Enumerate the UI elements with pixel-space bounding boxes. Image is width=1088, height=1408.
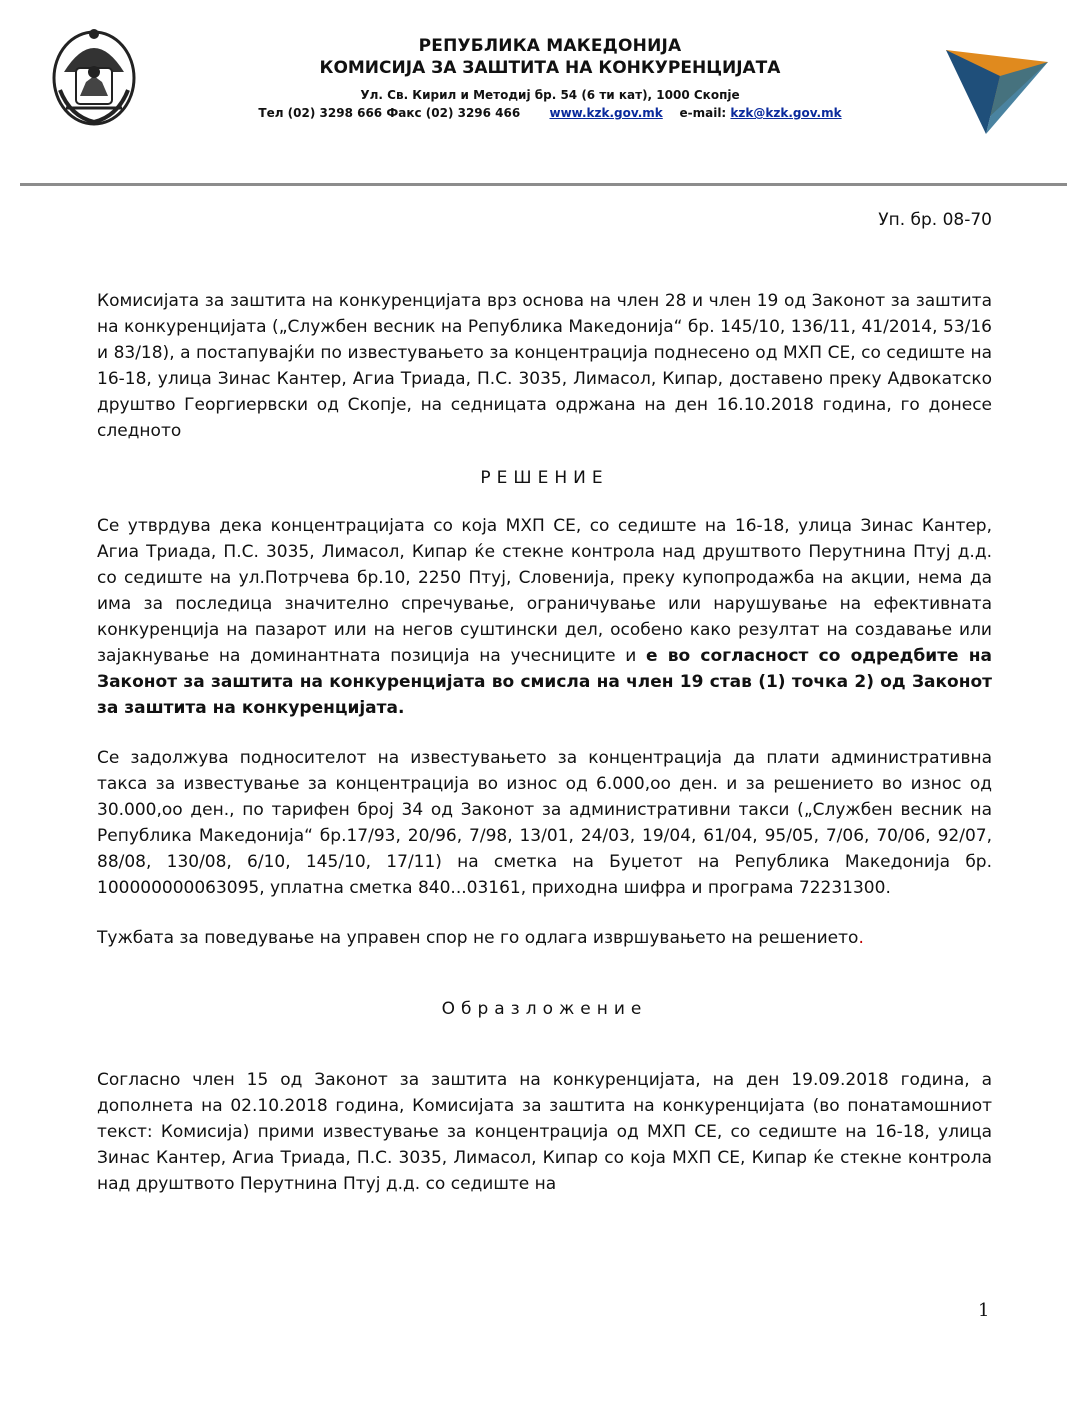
document-body: [97, 288, 992, 1197]
country-title: РЕПУБЛИКА МАКЕДОНИЈА: [418, 36, 682, 56]
reasoning-paragraph-1: Согласно член 15 од Законот за заштита на конкуренцијата, на ден 19.09.2018 година, а дополнета на 02.10.2018 година, Комисијата за заштита на конкуренцијата (во понатамошниот текст: Комисија) прими известување за концентрација од МХП СЕ, со седиште на 16-18, улица Зинас Кантер, Агиа Триада, П.С. 3035, Лимасол, Кипар со која МХП СЕ, Кипар ќе стекне контрола над друштвото Перутнина Птуј д.д. со седиште на: [97, 1070, 992, 1194]
lawsuit-text: Тужбата за поведување на управен спор не го одлага извршувањето на решението: [97, 928, 859, 948]
decision-paragraph-2: Се задолжува подносителот на известувањето за концентрација да плати административна такса за известување за концентрација во износ од 6.000,оо ден. и за решението во износ од 30.000,оо ден., по тарифен број 34 од Законот за административни такси („Службен весник на Република Македонија“ бр.17/93, 20/96, 7/98, 13/01, 24/03, 19/04, 61/04, 95/05, 7/06, 70/06, 92/07, 88/08, 130/08, 6/10, 145/10, 17/11) на сметка на Буџетот на Република Македонија бр. 100000000063095, уплатна сметка 840...03161, приходна шифра и програма 72231300.: [97, 748, 992, 898]
header-divider: [20, 183, 1067, 186]
commission-logo-icon: [940, 42, 1052, 138]
letterhead-text: [150, 36, 950, 120]
coat-of-arms-icon: [50, 20, 138, 128]
decision-paragraph-3: [97, 925, 992, 951]
decision-text: Се утврдува дека концентрацијата со која МХП СЕ, со седиште на 16-18, улица Зинас Кантер, Агиа Триада, П.С. 3035, Лимасол, Кипар ќе стекне контрола над друштвото Перутнина Птуј д.д. со седиште на ул.Потрчева бр.10, 2250 Птуј, Словенија, преку купопродажба на акции, нема да има за последица значително спречување, ограничување или нарушување на ефективната конкуренција на пазарот или на негов суштински дел, особено како резултат на создавање или зајакнување на доминантната позиција на учесниците и: [97, 516, 992, 666]
commission-title: КОМИСИЈА ЗА ЗАШТИТА НА КОНКУРЕНЦИЈАТА: [319, 58, 781, 78]
lawsuit-period: .: [858, 928, 864, 948]
decision-heading: РЕШЕНИЕ: [480, 468, 609, 488]
email-link[interactable]: kzk@kzk.gov.mk: [730, 106, 842, 120]
reference-number: Уп. бр. 08-70: [878, 210, 992, 230]
letterhead: [0, 0, 1088, 190]
decision-paragraph-1: [97, 513, 992, 721]
contact-line: [150, 106, 950, 120]
phone-fax: Тел (02) 3298 666 Факс (02) 3296 466: [258, 106, 521, 120]
address: Ул. Св. Кирил и Методиј бр. 54 (6 ти кат), 1000 Скопје: [360, 88, 740, 102]
decision-conclusion: е во согласност со одредбите на Законот за заштита на конкуренцијата во смисла на член 19 став (1) точка 2) од Законот за заштита на конкуренцијата.: [97, 646, 993, 718]
page-number: 1: [978, 1300, 990, 1321]
email-label: e-mail:: [679, 106, 727, 120]
intro-paragraph: Комисијата за заштита на конкуренцијата врз основа на член 28 и член 19 од Законот за заштита на конкуренцијата („Службен весник на Република Македонија“ бр. 145/10, 136/11, 41/2014, 53/16 и 83/18), а постапувајќи по известувањето за концентрација поднесено од МХП СЕ, со седиште на 16-18, улица Зинас Кантер, Агиа Триада, П.С. 3035, Лимасол, Кипар, доставено преку Адвокатско друштво Георгиервски од Скопје, на седницата одржана на ден 16.10.2018 година, го донесе следното: [97, 291, 992, 441]
reasoning-heading: Образложение: [441, 999, 648, 1019]
website-link[interactable]: www.kzk.gov.mk: [549, 106, 663, 120]
